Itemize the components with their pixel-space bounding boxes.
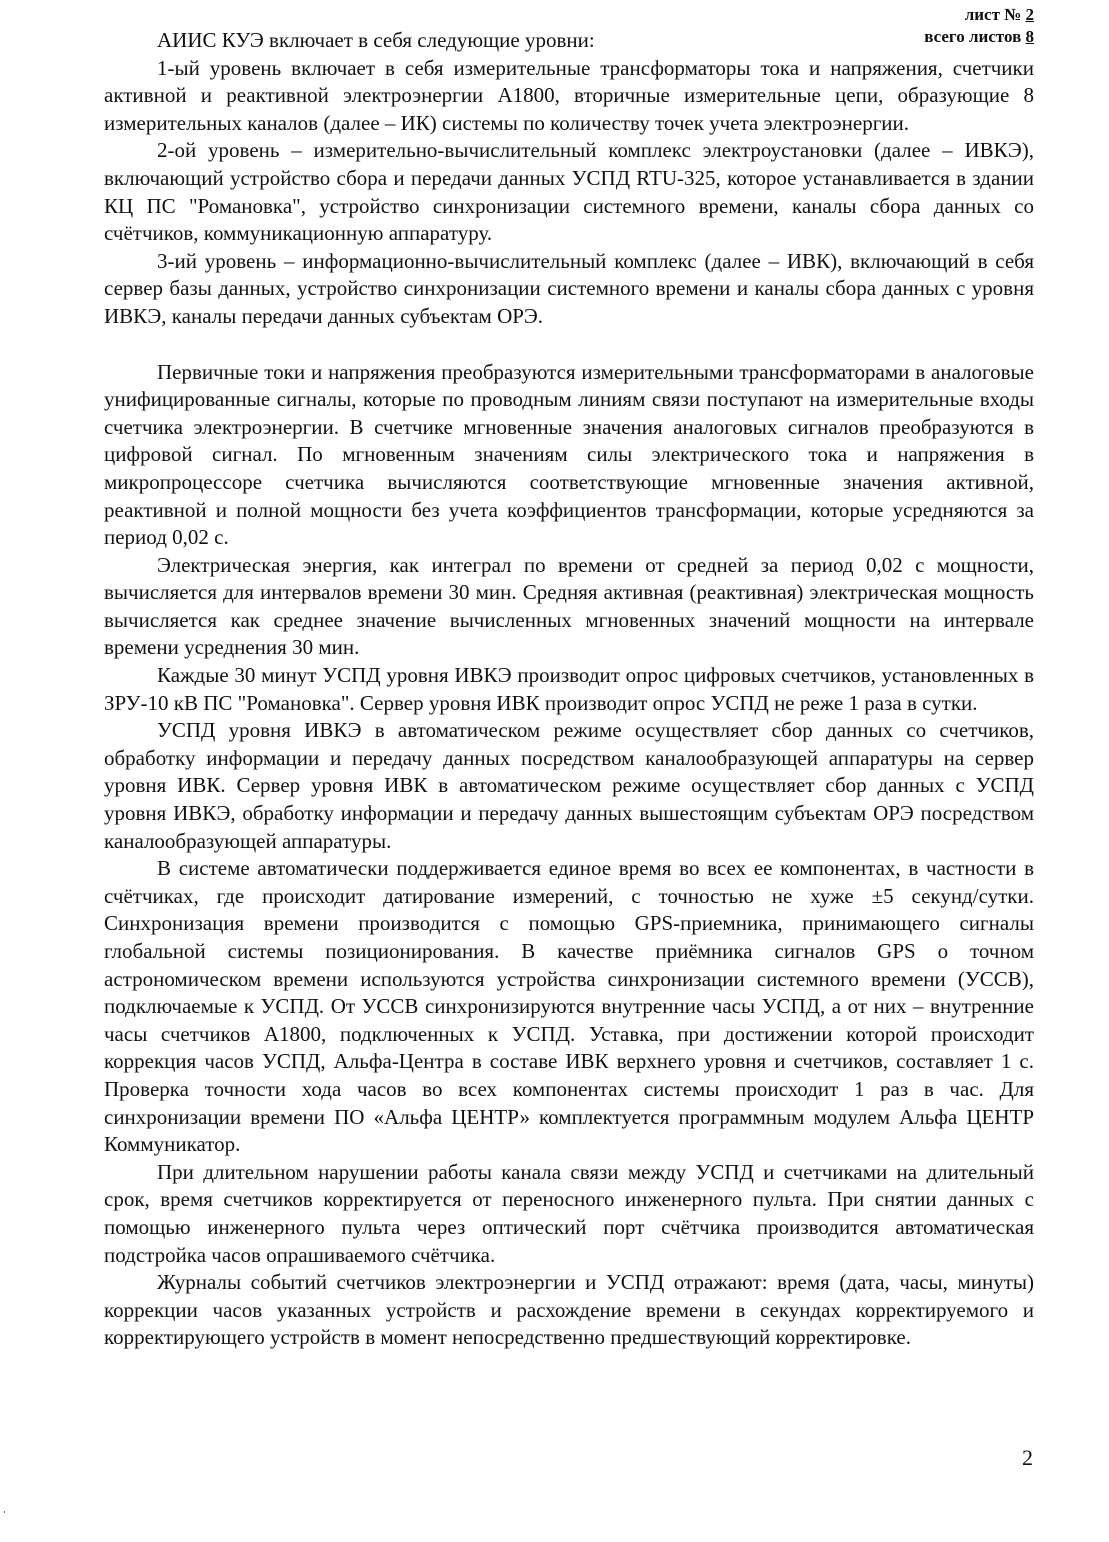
scan-artifact (4, 1511, 5, 1513)
sheet-label: лист № (964, 5, 1022, 24)
paragraph-data-collection: УСПД уровня ИВКЭ в автоматическом режиме осуществляет сбор данных со счетчиков, обработку информации и передачу данных посредством каналообразующей аппаратуры на сервер уровня ИВК. Сервер уровня ИВК в автоматическом режиме осуществляет сбор данных с УСПД уровня ИВКЭ, обработку информации и передачу данных вышестоящим субъектам ОРЭ посредством каналообразующей аппаратуры. (104, 718, 1034, 853)
paragraph-time-sync: В системе автоматически поддерживается единое время во всех ее компонентах, в частности в счётчиках, где происходит датирование измерений, с точностью не хуже ±5 секунд/сутки. Синхронизация времени производится с помощью GPS-приемника, принимающего сигналы глобальной системы позиционирования. В качестве приёмника сигналов GPS о точном астрономическом времени используются устройства синхронизации системного времени (УССВ), подключаемые к УСПД. От УССВ синхронизируются внутренние часы УСПД, а от них – внутренние часы счетчиков А1800, подключенных к УСПД. Уставка, при достижении которой происходит коррекция часов УСПД, Альфа-Центра в составе ИВК верхнего уровня и счетчиков, составляет 1 с. Проверка точности хода часов во всех компонентах системы происходит 1 раз в час. Для синхронизации времени ПО «Альфа ЦЕНТР» комплектуется программным модулем Альфа ЦЕНТР Коммуникатор. (104, 856, 1034, 1157)
page-number: 2 (1022, 1445, 1033, 1470)
paragraph-primary-signals: Первичные токи и напряжения преобразуются измерительными трансформаторами в аналоговые унифицированные сигналы, которые по проводным линиям связи поступают на измерительные входы счетчика электроэнергии. В счетчике мгновенные значения аналоговых сигналов преобразуются в цифровой сигнал. По мгновенным значениям силы электрического тока и напряжения в микропроцессоре счетчика вычисляются соответствующие мгновенные значения активной, реактивной и полной мощности без учета коэффициентов трансформации, которые усредняются за период 0,02 с. (104, 359, 1034, 550)
total-sheets-number: 8 (1025, 27, 1034, 46)
paragraph-energy-integral: Электрическая энергия, как интеграл по времени от средней за период 0,02 с мощности, вычисляется для интервалов времени 30 мин. Средняя активная (реактивная) электрическая мощность вычисляется как среднее значение вычисленных мгновенных значений мощности на интервале времени усреднения 30 мин. (104, 552, 1034, 660)
paragraph-link-failure: При длительном нарушении работы канала связи между УСПД и счетчиками на длительный срок, время счетчиков корректируется от переносного инженерного пульта. При снятии данных с помощью инженерного пульта через оптический порт счётчика производится автоматическая подстройка часов опрашиваемого счётчика. (104, 1159, 1034, 1267)
document-body (104, 27, 1034, 1352)
sheet-number: 2 (1025, 5, 1034, 24)
total-sheets-label: всего листов (924, 27, 1022, 46)
paragraph-intro: АИИС КУЭ включает в себя следующие уровни: (157, 28, 595, 52)
paragraph-level-1: 1-ый уровень включает в себя измерительные трансформаторы тока и напряжения, счетчики активной и реактивной электроэнергии А1800, вторичные измерительные цепи, образующие 8 измерительных каналов (далее – ИК) системы по количеству точек учета электроэнергии. (104, 55, 1034, 135)
paragraph-polling: Каждые 30 минут УСПД уровня ИВКЭ производит опрос цифровых счетчиков, установленных в ЗРУ-10 кВ ПС "Романовка". Сервер уровня ИВК производит опрос УСПД не реже 1 раза в сутки. (104, 663, 1034, 715)
paragraph-level-2: 2-ой уровень – измерительно-вычислительный комплекс электроустановки (далее – ИВКЭ), включающий устройство сбора и передачи данных УСПД RTU-325, которое устанавливается в здании КЦ ПС "Романовка", устройство синхронизации системного времени, каналы сбора данных со счётчиков, коммуникационную аппаратуру. (104, 138, 1034, 246)
sheet-number-line (924, 4, 1034, 26)
paragraph-event-logs: Журналы событий счетчиков электроэнергии и УСПД отражают: время (дата, часы, минуты) коррекции часов указанных устройств и расхождение времени в секундах корректируемого и корректирующего устройств в момент непосредственно предшествующий корректировке. (104, 1270, 1034, 1350)
paragraph-level-3: 3-ий уровень – информационно-вычислительный комплекс (далее – ИВК), включающий в себя сервер базы данных, устройство синхронизации системного времени и каналы сбора данных с уровня ИВКЭ, каналы передачи данных субъектам ОРЭ. (104, 248, 1034, 328)
